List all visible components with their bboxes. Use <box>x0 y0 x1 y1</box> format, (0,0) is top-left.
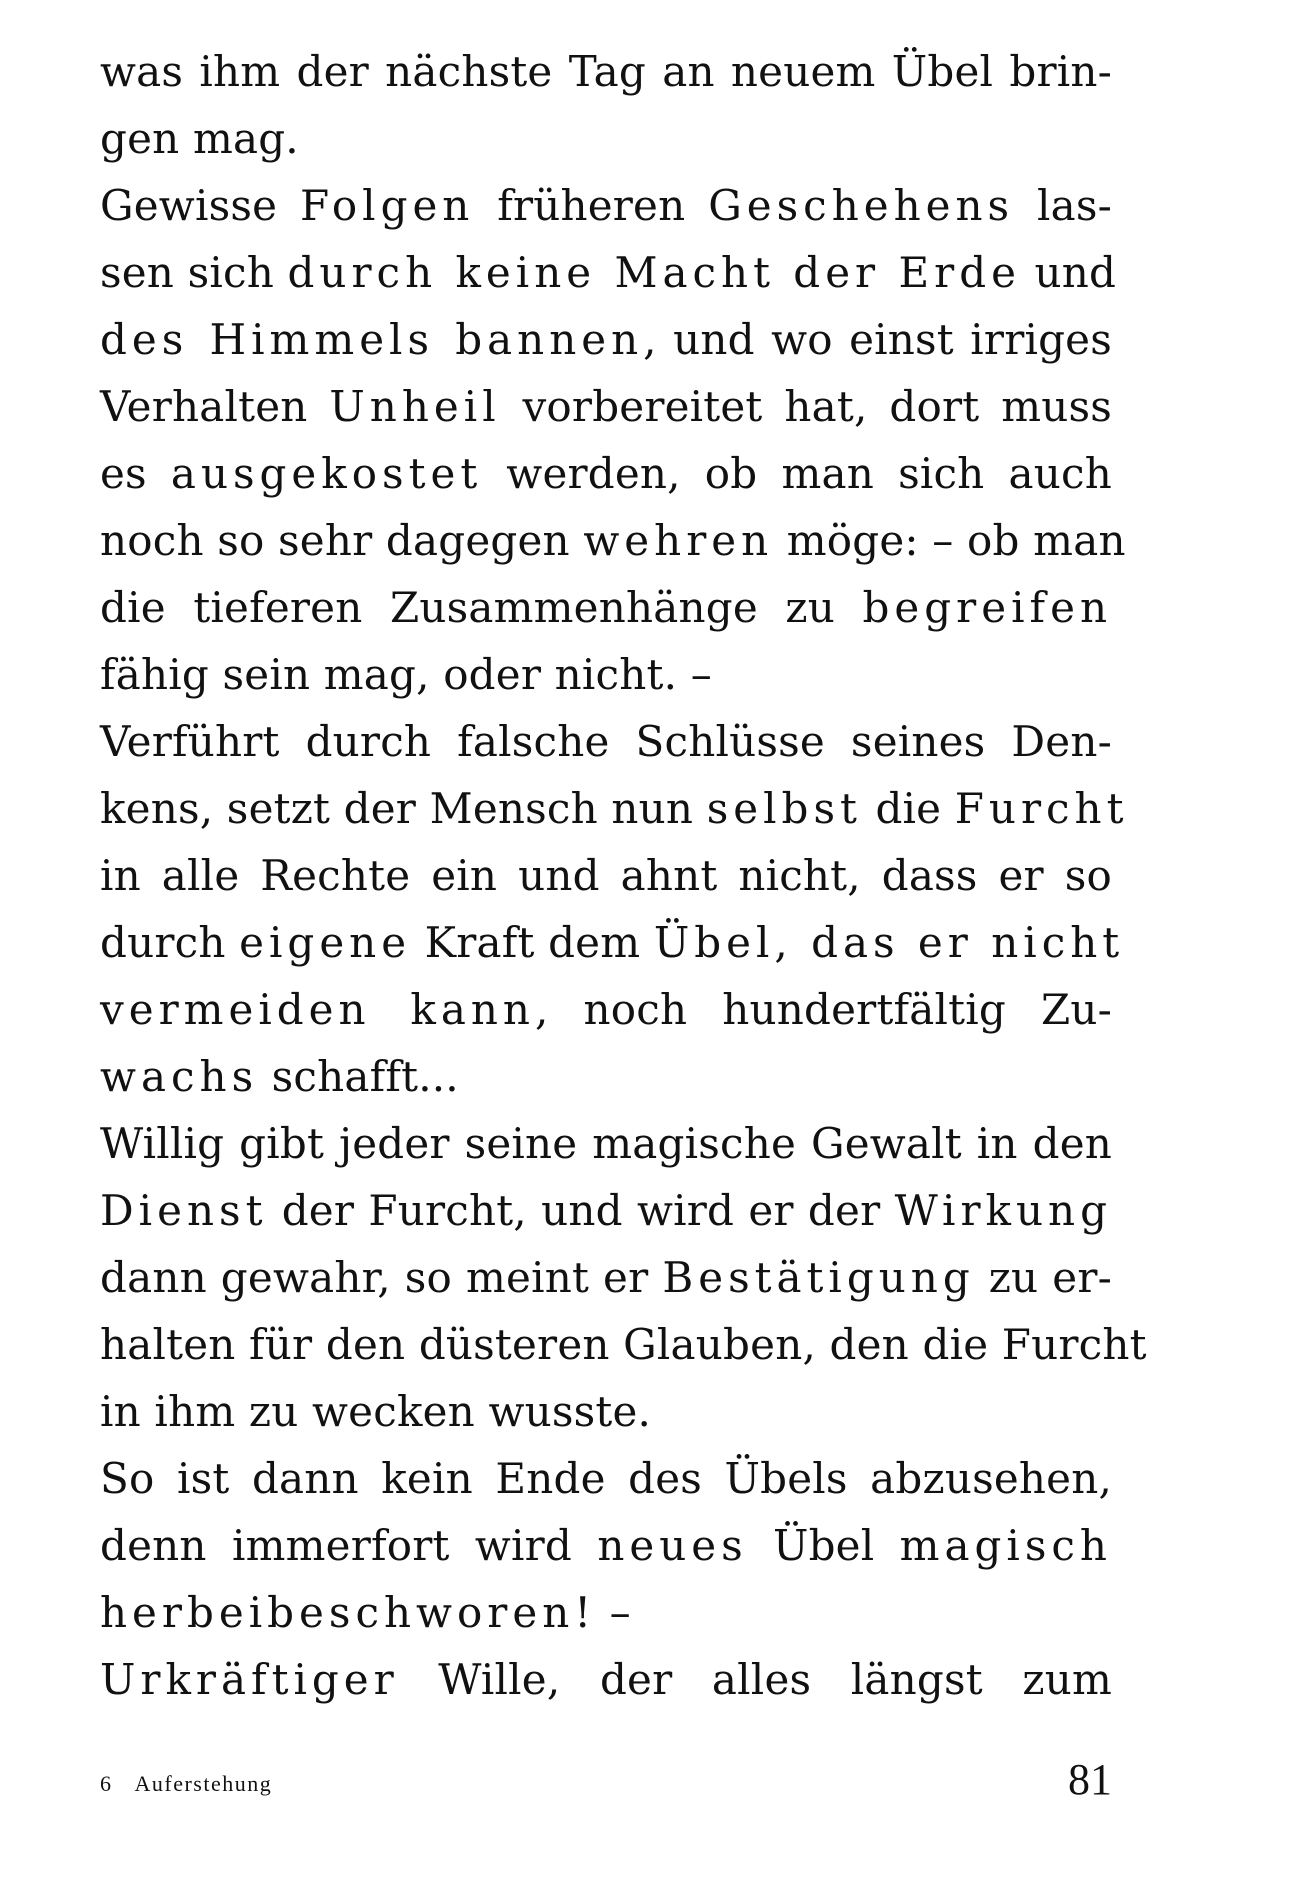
text-segment: möge: – ob man <box>773 516 1126 565</box>
text-line <box>100 1043 1112 1110</box>
text-line <box>100 775 1129 842</box>
text-segment: Kraft dem <box>411 918 654 967</box>
text-line <box>100 574 1112 641</box>
text-segment: las- <box>1014 181 1112 230</box>
page-body <box>100 38 1147 1713</box>
text-segment: Verhalten <box>100 382 330 431</box>
text-line <box>100 1177 1112 1244</box>
text-segment: Verführt durch falsche Schlüsse seines Den- <box>100 717 1112 766</box>
spaced-emphasis: durch keine Macht der Erde <box>287 248 1021 297</box>
text-line <box>100 1378 1112 1445</box>
text-segment: Übel <box>747 1521 900 1570</box>
spaced-emphasis: Bestätigung <box>662 1253 975 1302</box>
text-line <box>100 909 1125 976</box>
text-segment: halten für den düsteren Glauben, den die Furcht <box>100 1320 1147 1369</box>
text-line <box>100 1512 1112 1579</box>
spaced-emphasis: Wirkung <box>894 1186 1112 1235</box>
text-segment: Willig gibt jeder seine magische Gewalt in den <box>100 1119 1112 1168</box>
text-line <box>100 440 1112 507</box>
text-line <box>100 1244 1112 1311</box>
text-segment: in alle Rechte ein und ahnt nicht, dass er so <box>100 851 1112 900</box>
text-segment: – <box>596 1588 631 1637</box>
spaced-emphasis: vermeiden kann <box>100 985 535 1034</box>
text-line <box>100 373 1112 440</box>
spaced-emphasis: Unheil <box>329 382 501 431</box>
text-segment: werden, ob man sich auch <box>482 449 1112 498</box>
spaced-emphasis: ausgekostet <box>170 449 483 498</box>
signature-title: Auferstehung <box>134 1771 273 1796</box>
spaced-emphasis: Urkräftiger <box>100 1655 399 1704</box>
text-segment: dann gewahr, so meint er <box>100 1253 663 1302</box>
signature-number: 6 <box>100 1771 113 1796</box>
text-line <box>100 507 1126 574</box>
spaced-emphasis: herbeibeschworen! <box>100 1588 597 1637</box>
printer-signature <box>100 1771 272 1797</box>
spaced-emphasis: Übel, das er nicht <box>653 918 1125 967</box>
spaced-emphasis: Folgen <box>300 181 475 230</box>
text-line <box>100 172 1112 239</box>
page-footer <box>100 1745 1112 1805</box>
text-segment: die tieferen Zusammenhänge zu <box>100 583 863 632</box>
text-segment: zu er- <box>974 1253 1113 1302</box>
text-segment: So ist dann kein Ende des Übels abzusehen, <box>100 1454 1112 1503</box>
spaced-emphasis: Geschehens <box>708 181 1015 230</box>
page-number: 81 <box>1068 1755 1112 1804</box>
text-segment: fähig sein mag, oder nicht. – <box>100 650 712 699</box>
text-segment: früheren <box>474 181 709 230</box>
text-segment: in ihm zu wecken wusste. <box>100 1387 652 1436</box>
text-line <box>100 976 1112 1043</box>
text-segment: vorbereitet hat, dort muss <box>500 382 1112 431</box>
text-segment: denn immerfort wird <box>100 1521 598 1570</box>
text-segment: Gewisse <box>100 181 300 230</box>
text-segment: es <box>100 449 171 498</box>
spaced-emphasis: magisch <box>899 1521 1112 1570</box>
text-line <box>100 1311 1147 1378</box>
text-segment: kens, setzt der Mensch nun <box>100 784 707 833</box>
text-line <box>100 708 1112 775</box>
spaced-emphasis: des Himmels bannen <box>100 315 644 364</box>
text-segment: gen mag. <box>100 114 299 163</box>
spaced-emphasis: Dienst <box>100 1186 268 1235</box>
text-line <box>100 641 1112 708</box>
spaced-emphasis: wehren <box>583 516 774 565</box>
text-line <box>100 1110 1112 1177</box>
spaced-emphasis: neues <box>597 1521 748 1570</box>
text-line <box>100 842 1112 909</box>
text-segment: , und wo einst irriges <box>643 315 1112 364</box>
text-segment: und <box>1020 248 1117 297</box>
text-line <box>100 105 1112 172</box>
text-segment: was ihm der nächste Tag an neuem Übel brin- <box>100 47 1112 96</box>
text-line <box>100 306 1112 373</box>
text-segment: , noch hundertfältig Zu- <box>534 985 1112 1034</box>
text-line <box>100 1646 1112 1713</box>
spaced-emphasis: wachs <box>100 1052 259 1101</box>
text-line <box>100 1445 1112 1512</box>
text-segment: durch <box>100 918 240 967</box>
spaced-emphasis: begreifen <box>862 583 1112 632</box>
text-segment: die <box>861 784 955 833</box>
text-segment: sen sich <box>100 248 288 297</box>
text-segment: der Furcht, und wird er der <box>267 1186 895 1235</box>
text-segment: noch so sehr dagegen <box>100 516 584 565</box>
spaced-emphasis: selbst <box>706 784 862 833</box>
text-segment: schafft... <box>258 1052 459 1101</box>
text-segment: Wille, der alles längst zum <box>398 1655 1112 1704</box>
spaced-emphasis: Furcht <box>954 784 1129 833</box>
text-line <box>100 239 1117 306</box>
spaced-emphasis: eigene <box>239 918 412 967</box>
text-line <box>100 38 1112 105</box>
text-line <box>100 1579 1112 1646</box>
